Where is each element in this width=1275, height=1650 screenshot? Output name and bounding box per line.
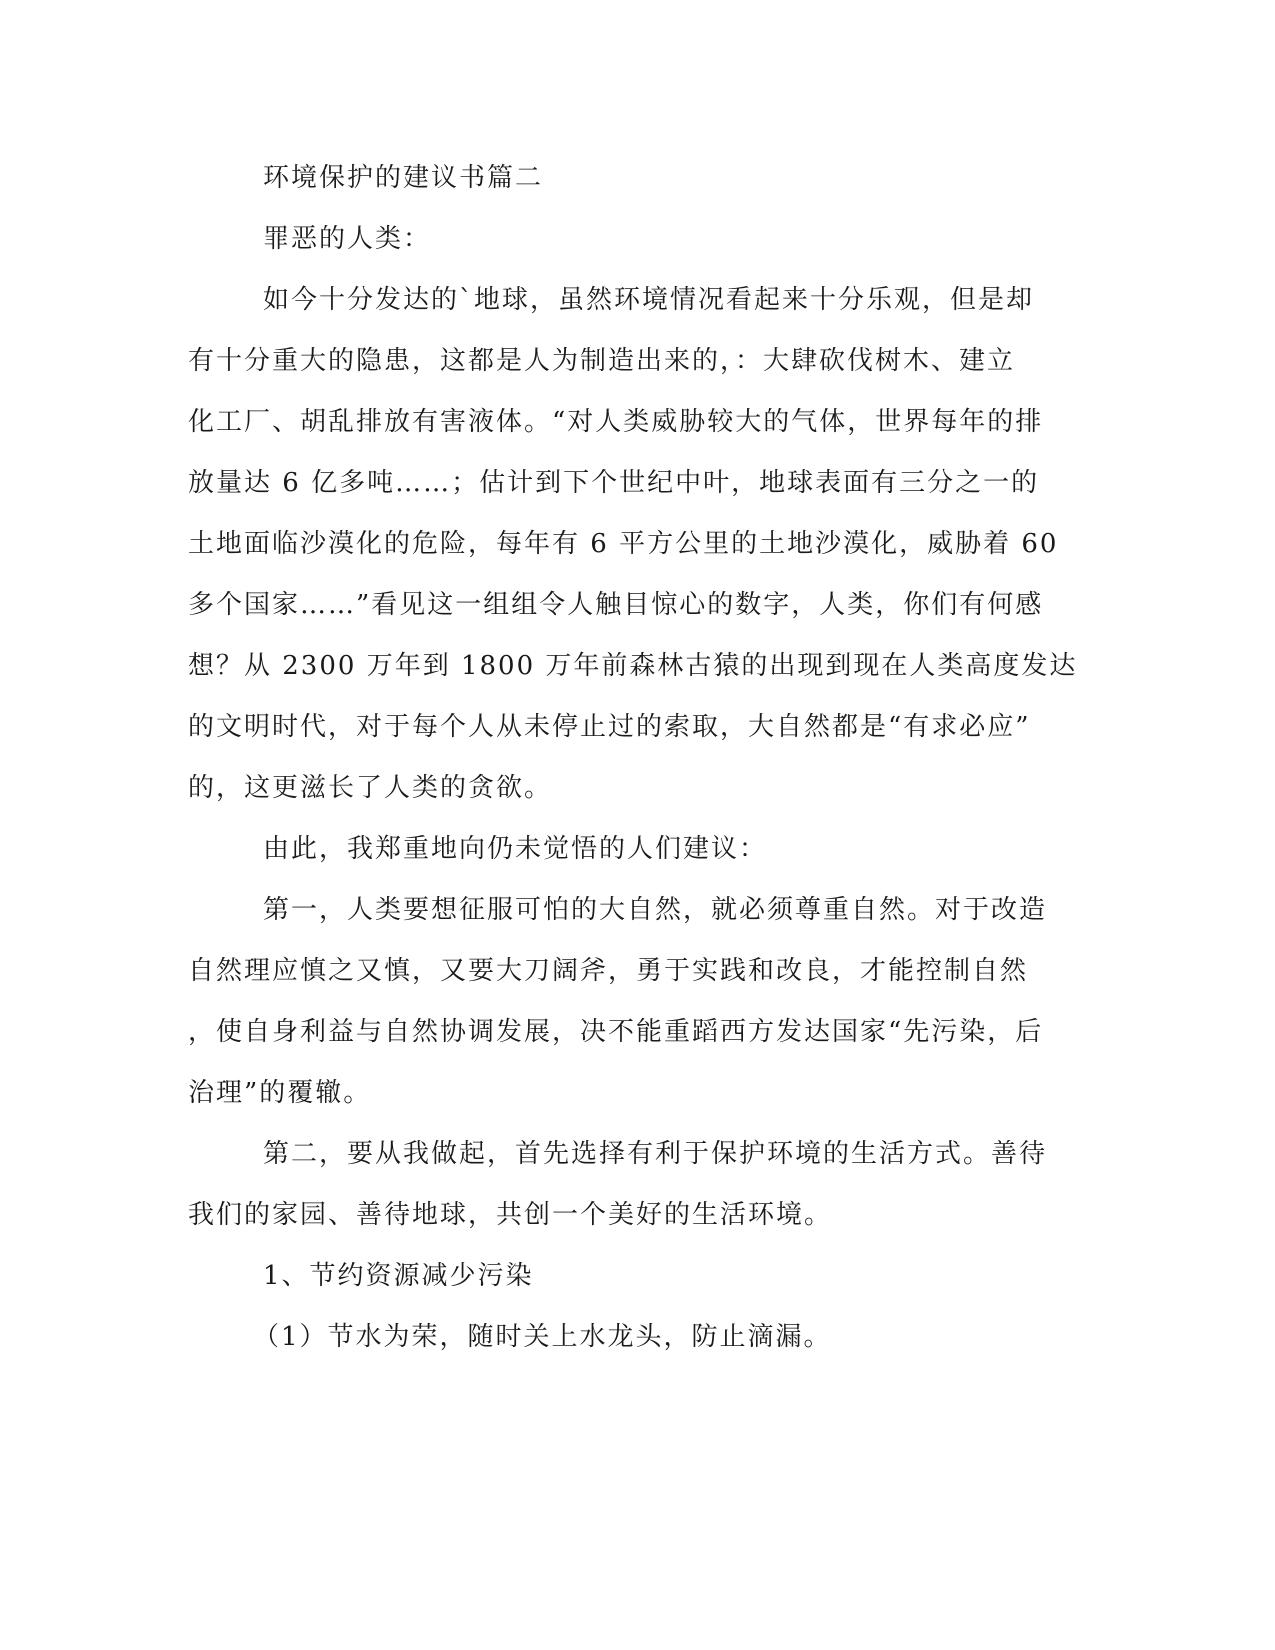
paragraph-1-line: 的文明时代，对于每个人从未停止过的索取，大自然都是“有求必应” [188,712,1031,742]
paragraph-1-line: 的，这更滋长了人类的贪欲。 [188,773,553,803]
list-item-1 [188,1258,1068,1294]
paragraph-4-line: 第二，要从我做起，首先选择有利于保护环境的生活方式。善待 [263,1139,1048,1169]
list-item-1-1 [188,1319,1068,1355]
paragraph-2-line: 由此，我郑重地向仍未觉悟的人们建议： [263,834,768,864]
paragraph-1-line: 想？从 2300 万年到 1800 万年前森林古猿的出现到现在人类高度发达 [188,651,1078,681]
list-item-1-text: 1、节约资源减少污染 [263,1261,534,1291]
list-item-1-1-text: （1）节水为荣，随时关上水龙头，防止滴漏。 [253,1322,832,1352]
paragraph-2 [188,831,1068,867]
paragraph-1 [188,282,1078,806]
salutation: 罪恶的人类： [263,224,432,254]
salutation-block [188,221,1068,257]
paragraph-3-line: ，使自身利益与自然协调发展，决不能重蹈西方发达国家“先污染，后 [188,1017,1044,1047]
paragraph-1-line: 多个国家……”看见这一组组令人触目惊心的数字，人类，你们有何感 [188,590,1044,620]
paragraph-3-line: 第一，人类要想征服可怕的大自然，就必须尊重自然。对于改造 [263,895,1048,925]
document-title: 环境保护的建议书篇二 [263,163,544,193]
paragraph-4 [188,1136,1068,1233]
paragraph-1-line: 土地面临沙漠化的危险，每年有 6 平方公里的土地沙漠化，威胁着 60 [188,529,1059,559]
paragraph-3-line: 自然理应慎之又慎，又要大刀阔斧，勇于实践和改良，才能控制自然 [188,956,1029,986]
paragraph-1-line: 放量达 6 亿多吨……；估计到下个世纪中叶，地球表面有三分之一的 [188,468,1040,498]
document-title-block [188,160,1068,196]
paragraph-3 [188,892,1068,1111]
paragraph-4-line: 我们的家园、善待地球，共创一个美好的生活环境。 [188,1200,833,1230]
paragraph-3-line: 治理”的覆辙。 [188,1078,372,1108]
document-page [188,160,1078,1380]
paragraph-1-line: 化工厂、胡乱排放有害液体。“对人类威胁较大的气体，世界每年的排 [188,407,1044,437]
paragraph-1-line: 如今十分发达的`地球，虽然环境情况看起来十分乐观，但是却 [263,285,1035,315]
paragraph-1-line: 有十分重大的隐患，这都是人为制造出来的，：大肆砍伐树木、建立 [188,346,1016,376]
